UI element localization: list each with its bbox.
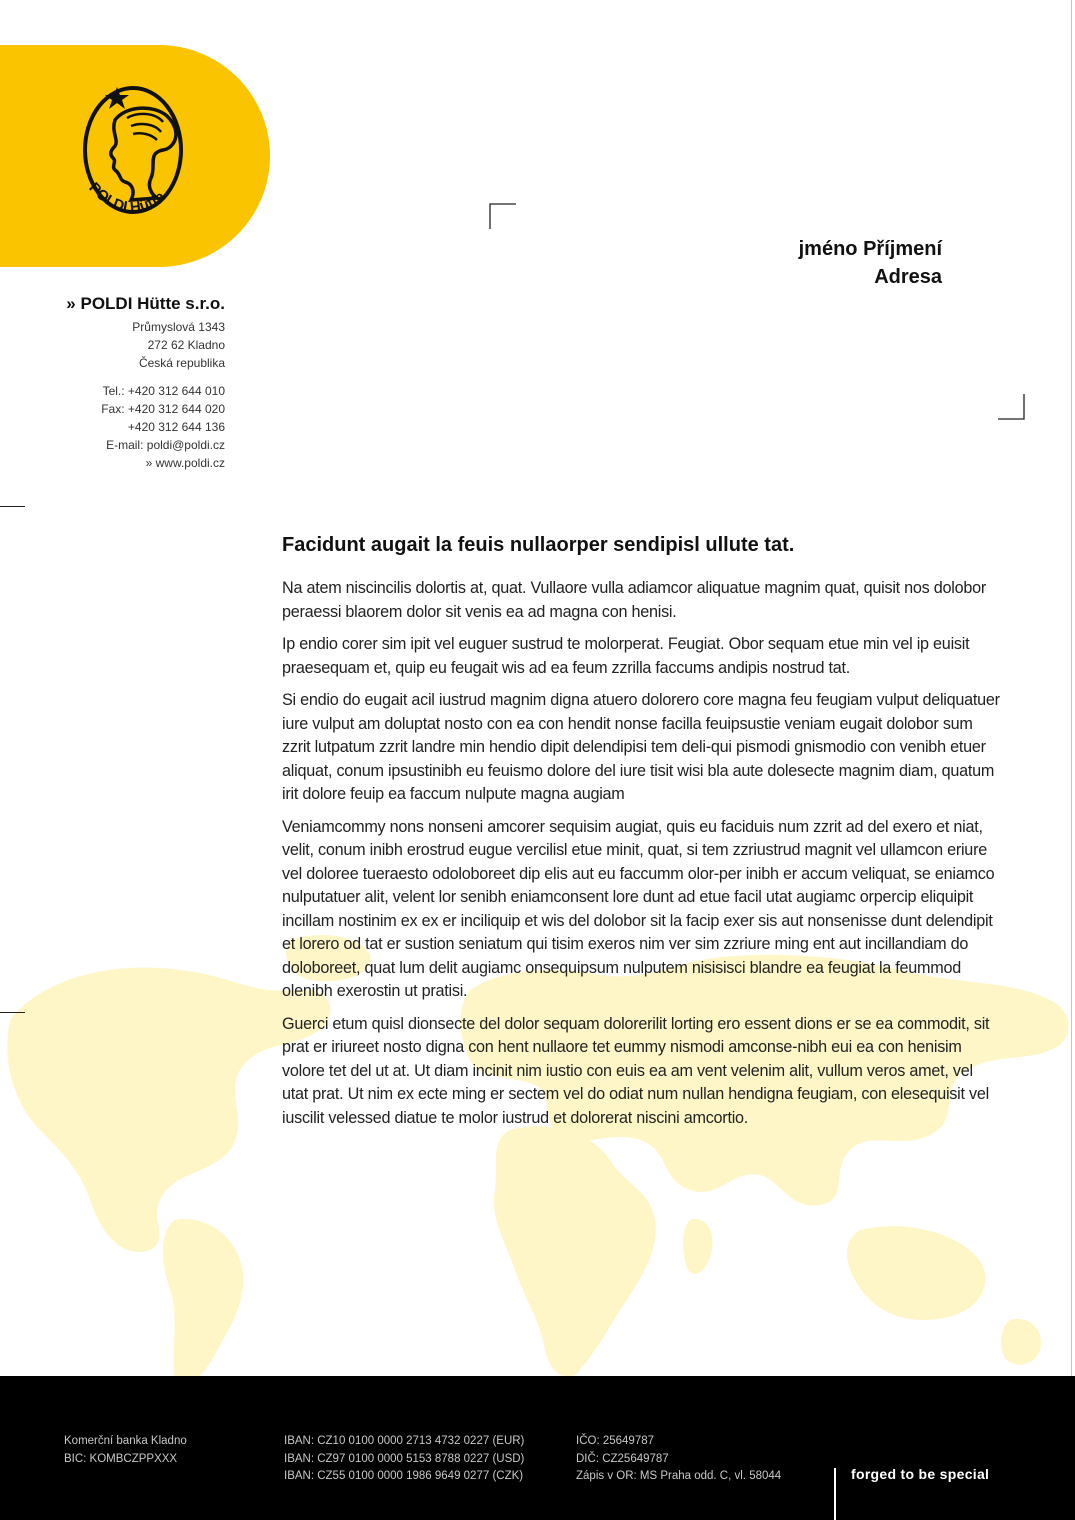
fold-mark-top: [0, 506, 25, 507]
footer-iban-czk: IBAN: CZ55 0100 0000 1986 9649 0277 (CZK): [284, 1470, 524, 1482]
letter-paragraph: Na atem niscincilis dolortis at, quat. Vullaore vulla adiamcor aliquatue magnim quat, quisit nos dolobor peraessi blaorem dolor sit venis ea ad magna con henisi.: [282, 579, 987, 621]
company-name: » POLDI Hütte s.r.o.: [66, 294, 225, 313]
letter-paragraph: Si endio do eugait acil iustrud magnim digna atuero dolorero core magna feu feugiam vulput deliquatuer iure vulput am doluptat nosto con ea con hendit nonse facilla feuipsustie veniam eugait dolobor sum zzrit lutpatum zzrit landre min hendio dipit delendipisi tem deli-qui pismodi gnismodio con venibh etuer aliquat, conum ipsustinibh eu feuismo dolore del iure tisit wisi bla aute dolesecte magnim diam, quatum irit dolore feuip ea faccum nulpute magna augiam: [282, 691, 1000, 803]
letter-paragraph: Guerci etum quisl dionsecte del dolor sequam dolorerilit lorting ero essent dions er se ea commodit, sit prat er iriureet nosto digna con hent nullaore tet eummy nismodi amconse-nibh eui ea con henisim volore tet del ut at. Ut diam incinit nim iustio con euis ea am vent velenim alit, vullum veros amet, vel utat prat. Ut nim ex ecte ming er sectem vel do odiat num nullan hendigna feugiam, con elesequisit vel iuscilit velessed diatue te molor iustrud et dolorerat niscini amcortio.: [282, 1014, 990, 1127]
company-website[interactable]: » www.poldi.cz: [145, 456, 225, 470]
company-contact: [5, 294, 225, 472]
company-tel: Tel.: +420 312 644 010: [102, 384, 225, 398]
company-country: Česká republika: [138, 356, 225, 370]
letter-paragraph: Ip endio corer sim ipit vel euguer sustrud te molorperat. Feugiat. Obor sequam etue min vel ip euisit praesequam et, quip eu feugait wis ad ea feum zzrilla faccums andipis nostrud tat.: [282, 635, 970, 677]
recipient-address: Adresa: [874, 266, 942, 288]
address-corner-bottom-right: [998, 394, 1025, 420]
footer-registration: Zápis v OR: MS Praha odd. C, vl. 58044: [576, 1470, 782, 1482]
footer-bar: [0, 1376, 1075, 1520]
footer-slogan: forged to be special: [851, 1466, 990, 1482]
company-email[interactable]: E-mail: poldi@poldi.cz: [106, 438, 225, 452]
contact-gap: [5, 372, 225, 382]
footer-divider: [834, 1468, 836, 1520]
footer-iban-info: [284, 1433, 524, 1486]
footer-dic: DIČ: CZ25649787: [576, 1452, 669, 1465]
letter-body: [282, 534, 1002, 1139]
recipient-name: jméno Příjmení: [798, 238, 942, 260]
recipient-block: [799, 235, 942, 291]
letter-paragraph: Veniamcommy nons nonseni amcorer sequisim augiat, quis eu faciduis num zzrit ad del exero et niat, velit, conum inibh erostrud eugue vercilisl etue minit, quat, si tem zzriustrud magnit vel ullamcon eriure vel doloree tueraesto odoloboreet dip elis aut eu faccumm olor-per inibh er accum veliquat, se eniamco nulputatuer alit, velent lor senibh eniamconsent lore dunt ad etue facil utat augiamc orpercip eliquipit incillam nostinim ex ex er inciliquip et wis del dolobor sit la facip exer sis aut nonsenisse dunt delendipit et lorero od tat er sustion seniatum qui tisim exeros nim ver sim zzriure ming ent aut incillandiam do doloboreet, quat lum delit augiamc onsequipsum nulputem nisisisci blandre ea feugiat la feummod olenibh exerostin ut pratisi.: [282, 817, 995, 1000]
logo-text: POLDI Hütte: [85, 179, 168, 217]
fold-mark-bottom: [0, 1012, 25, 1013]
footer-bank-info: [64, 1433, 187, 1468]
address-corner-top-left: [489, 203, 517, 229]
company-street: Průmyslová 1343: [132, 320, 225, 334]
footer-bank-name: Komerční banka Kladno: [64, 1435, 187, 1447]
footer-registry-info: [576, 1433, 781, 1486]
company-city: 272 62 Kladno: [147, 338, 225, 352]
company-fax: Fax: +420 312 644 020: [101, 402, 225, 416]
company-fax2: +420 312 644 136: [127, 420, 225, 434]
poldi-head-logo: [75, 82, 195, 232]
footer-iban-usd: IBAN: CZ97 0100 0000 5153 8788 0227 (USD): [284, 1452, 525, 1465]
footer-bic: BIC: KOMBCZPPXXX: [64, 1452, 178, 1465]
footer-ico: IČO: 25649787: [576, 1435, 655, 1447]
letter-heading: Facidunt augait la feuis nullaorper sendipisl ullute tat.: [282, 534, 795, 556]
svg-text:POLDI Hütte: [85, 179, 168, 216]
footer-iban-eur: IBAN: CZ10 0100 0000 2713 4732 0227 (EUR): [284, 1435, 525, 1447]
